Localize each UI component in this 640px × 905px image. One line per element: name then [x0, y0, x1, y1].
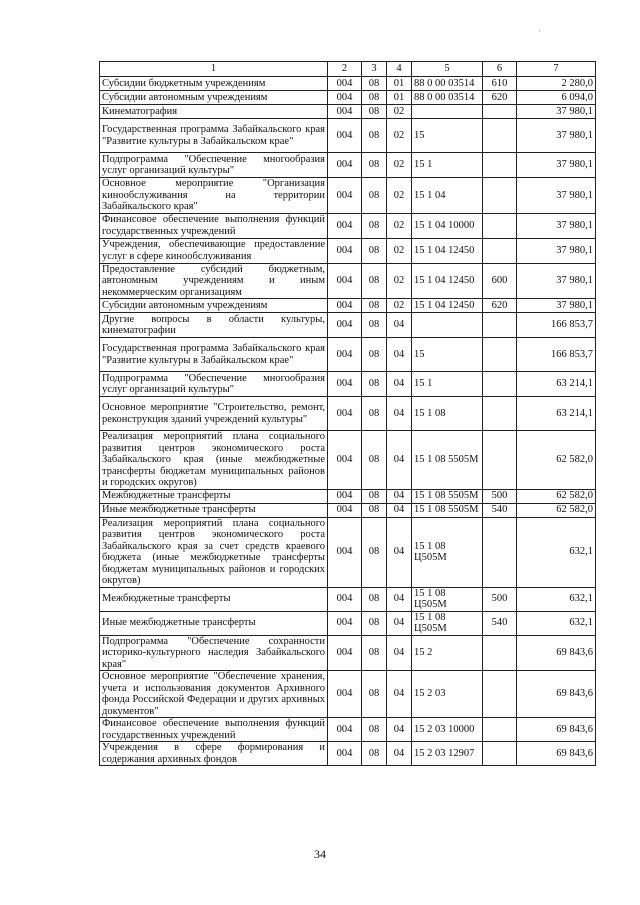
row-amount-cell: 2 280,0	[517, 77, 596, 91]
row-subsection-cell: 02	[387, 178, 412, 214]
row-amount-cell: 62 582,0	[517, 503, 596, 517]
row-ministry-cell: 004	[328, 397, 362, 431]
row-target-code-cell: 15 1 04 12450	[412, 263, 483, 299]
row-ministry-cell: 004	[328, 238, 362, 263]
row-subsection-cell: 04	[387, 517, 412, 587]
table-row	[100, 431, 596, 490]
row-name-cell: Субсидии автономным учреждениям	[100, 91, 328, 105]
row-expense-type-cell	[483, 338, 517, 372]
row-amount-cell: 632,1	[517, 611, 596, 635]
row-amount-cell: 63 214,1	[517, 372, 596, 397]
row-expense-type-cell: 600	[483, 263, 517, 299]
row-expense-type-cell	[483, 397, 517, 431]
row-section-cell: 08	[362, 238, 387, 263]
table-row	[100, 238, 596, 263]
row-name-cell: Финансовое обеспечение выполнения функций государственных учреждений	[100, 718, 328, 742]
row-subsection-cell: 04	[387, 503, 412, 517]
row-target-code-cell: 88 0 00 03514	[412, 77, 483, 91]
row-ministry-cell: 004	[328, 503, 362, 517]
row-amount-cell: 37 980,1	[517, 213, 596, 238]
row-subsection-cell: 04	[387, 671, 412, 718]
row-ministry-cell: 004	[328, 742, 362, 766]
table-row	[100, 517, 596, 587]
table-row	[100, 671, 596, 718]
row-section-cell: 08	[362, 313, 387, 338]
row-expense-type-cell: 540	[483, 611, 517, 635]
row-amount-cell: 37 980,1	[517, 105, 596, 119]
table-row	[100, 611, 596, 635]
row-expense-type-cell	[483, 105, 517, 119]
row-ministry-cell: 004	[328, 119, 362, 153]
table-row	[100, 213, 596, 238]
row-amount-cell: 37 980,1	[517, 299, 596, 313]
row-target-code-cell: 15 1 04	[412, 178, 483, 214]
row-subsection-cell: 02	[387, 263, 412, 299]
row-amount-cell: 166 853,7	[517, 338, 596, 372]
row-name-cell: Основное мероприятие "Обеспечение хранения, учета и использования документов Архивного фонда Российской Федерации и других архивных документов"	[100, 671, 328, 718]
row-expense-type-cell	[483, 119, 517, 153]
budget-table	[99, 61, 596, 766]
row-name-cell: Подпрограмма "Обеспечение многообразия услуг организаций культуры"	[100, 372, 328, 397]
row-amount-cell: 63 214,1	[517, 397, 596, 431]
row-target-code-cell	[412, 105, 483, 119]
row-name-cell: Кинематография	[100, 105, 328, 119]
row-amount-cell: 37 980,1	[517, 119, 596, 153]
row-name-cell: Реализация мероприятий плана социального развития центров экономического роста Забайкальского края за счет средств краевого бюджета (иные межбюджетные трансферты бюджетам муниципальных районов и городских округов)	[100, 517, 328, 587]
row-expense-type-cell	[483, 238, 517, 263]
row-expense-type-cell	[483, 313, 517, 338]
row-amount-cell: 632,1	[517, 587, 596, 611]
row-ministry-cell: 004	[328, 313, 362, 338]
row-expense-type-cell	[483, 153, 517, 178]
row-target-code-cell: 15 1 04 10000	[412, 213, 483, 238]
row-target-code-cell	[412, 313, 483, 338]
row-name-cell: Субсидии автономным учреждениям	[100, 299, 328, 313]
page-number: 34	[314, 847, 326, 861]
row-target-code-cell: 15 2 03 12907	[412, 742, 483, 766]
header-cell-7: 7	[517, 62, 596, 77]
row-target-code-cell: 15 1 08 5505М	[412, 431, 483, 490]
table-row	[100, 299, 596, 313]
row-subsection-cell: 04	[387, 718, 412, 742]
table-row	[100, 153, 596, 178]
row-target-code-cell: 15 1 08 5505М	[412, 503, 483, 517]
row-ministry-cell: 004	[328, 431, 362, 490]
header-cell-4: 4	[387, 62, 412, 77]
row-subsection-cell: 01	[387, 91, 412, 105]
row-subsection-cell: 04	[387, 587, 412, 611]
row-target-code-cell: 15 1 08 Ц505М	[412, 587, 483, 611]
row-amount-cell: 69 843,6	[517, 718, 596, 742]
row-amount-cell: 37 980,1	[517, 153, 596, 178]
row-subsection-cell: 04	[387, 338, 412, 372]
row-section-cell: 08	[362, 153, 387, 178]
row-section-cell: 08	[362, 105, 387, 119]
row-subsection-cell: 04	[387, 313, 412, 338]
row-section-cell: 08	[362, 718, 387, 742]
row-section-cell: 08	[362, 263, 387, 299]
row-expense-type-cell: 500	[483, 587, 517, 611]
row-target-code-cell: 15 1 08 Ц505М	[412, 611, 483, 635]
row-name-cell: Реализация мероприятий плана социального развития центров экономического роста Забайкальского края (иные межбюджетные трансферты бюджетам муниципальных районов и городских округов)	[100, 431, 328, 490]
row-expense-type-cell	[483, 517, 517, 587]
table-row	[100, 119, 596, 153]
table-row	[100, 587, 596, 611]
table-row	[100, 178, 596, 214]
row-name-cell: Финансовое обеспечение выполнения функций государственных учреждений	[100, 213, 328, 238]
row-subsection-cell: 04	[387, 431, 412, 490]
row-expense-type-cell: 540	[483, 503, 517, 517]
row-expense-type-cell	[483, 431, 517, 490]
row-expense-type-cell: 500	[483, 489, 517, 503]
row-expense-type-cell	[483, 213, 517, 238]
row-section-cell: 08	[362, 489, 387, 503]
row-name-cell: Основное мероприятие "Организация кинообслуживания на территории Забайкальского края"	[100, 178, 328, 214]
row-ministry-cell: 004	[328, 587, 362, 611]
row-subsection-cell: 02	[387, 119, 412, 153]
table-row	[100, 91, 596, 105]
row-expense-type-cell	[483, 635, 517, 671]
row-section-cell: 08	[362, 587, 387, 611]
row-subsection-cell: 04	[387, 372, 412, 397]
row-target-code-cell: 15 2 03 10000	[412, 718, 483, 742]
row-name-cell: Учреждения в сфере формирования и содержания архивных фондов	[100, 742, 328, 766]
row-section-cell: 08	[362, 635, 387, 671]
row-name-cell: Межбюджетные трансферты	[100, 489, 328, 503]
row-ministry-cell: 004	[328, 178, 362, 214]
row-amount-cell: 62 582,0	[517, 489, 596, 503]
row-section-cell: 08	[362, 611, 387, 635]
row-subsection-cell: 02	[387, 238, 412, 263]
row-subsection-cell: 02	[387, 105, 412, 119]
row-subsection-cell: 01	[387, 77, 412, 91]
row-ministry-cell: 004	[328, 718, 362, 742]
row-expense-type-cell	[483, 372, 517, 397]
row-name-cell: Иные межбюджетные трансферты	[100, 503, 328, 517]
table-row	[100, 397, 596, 431]
table-row	[100, 718, 596, 742]
row-section-cell: 08	[362, 213, 387, 238]
row-name-cell: Другие вопросы в области культуры, кинематографии	[100, 313, 328, 338]
table-row	[100, 635, 596, 671]
row-section-cell: 08	[362, 431, 387, 490]
row-amount-cell: 37 980,1	[517, 263, 596, 299]
row-ministry-cell: 004	[328, 611, 362, 635]
scan-mark: ·	[538, 26, 541, 36]
row-ministry-cell: 004	[328, 299, 362, 313]
row-ministry-cell: 004	[328, 635, 362, 671]
header-cell-1: 1	[100, 62, 328, 77]
header-cell-5: 5	[412, 62, 483, 77]
row-target-code-cell: 15	[412, 338, 483, 372]
row-amount-cell: 62 582,0	[517, 431, 596, 490]
row-expense-type-cell	[483, 718, 517, 742]
row-subsection-cell: 02	[387, 153, 412, 178]
table-row	[100, 338, 596, 372]
row-target-code-cell: 15 2	[412, 635, 483, 671]
row-name-cell: Государственная программа Забайкальского края "Развитие культуры в Забайкальском крае"	[100, 119, 328, 153]
table-row	[100, 105, 596, 119]
header-cell-3: 3	[362, 62, 387, 77]
row-ministry-cell: 004	[328, 153, 362, 178]
row-target-code-cell: 15 1 04 12450	[412, 299, 483, 313]
row-name-cell: Основное мероприятие "Строительство, ремонт, реконструкция зданий учреждений культуры"	[100, 397, 328, 431]
row-ministry-cell: 004	[328, 372, 362, 397]
table-row	[100, 503, 596, 517]
row-target-code-cell: 15 1 08 5505М	[412, 489, 483, 503]
row-ministry-cell: 004	[328, 105, 362, 119]
row-section-cell: 08	[362, 397, 387, 431]
row-name-cell: Государственная программа Забайкальского края "Развитие культуры в Забайкальском крае"	[100, 338, 328, 372]
row-ministry-cell: 004	[328, 671, 362, 718]
row-subsection-cell: 04	[387, 397, 412, 431]
row-subsection-cell: 04	[387, 611, 412, 635]
row-ministry-cell: 004	[328, 91, 362, 105]
row-target-code-cell: 15 2 03	[412, 671, 483, 718]
header-cell-6: 6	[483, 62, 517, 77]
row-section-cell: 08	[362, 671, 387, 718]
table-row	[100, 313, 596, 338]
row-expense-type-cell	[483, 671, 517, 718]
row-name-cell: Иные межбюджетные трансферты	[100, 611, 328, 635]
row-name-cell: Учреждения, обеспечивающие предоставление услуг в сфере кинообслуживания	[100, 238, 328, 263]
row-amount-cell: 37 980,1	[517, 178, 596, 214]
row-target-code-cell: 88 0 00 03514	[412, 91, 483, 105]
row-section-cell: 08	[362, 338, 387, 372]
row-target-code-cell: 15 1	[412, 153, 483, 178]
row-section-cell: 08	[362, 742, 387, 766]
row-name-cell: Предоставление субсидий бюджетным, автономным учреждениям и иным некоммерческим организациям	[100, 263, 328, 299]
row-target-code-cell: 15 1	[412, 372, 483, 397]
row-section-cell: 08	[362, 299, 387, 313]
header-cell-2: 2	[328, 62, 362, 77]
row-section-cell: 08	[362, 91, 387, 105]
header-row	[100, 62, 596, 77]
row-amount-cell: 69 843,6	[517, 635, 596, 671]
row-target-code-cell: 15 1 08 Ц505М	[412, 517, 483, 587]
table-row	[100, 372, 596, 397]
row-section-cell: 08	[362, 178, 387, 214]
row-ministry-cell: 004	[328, 338, 362, 372]
row-expense-type-cell	[483, 742, 517, 766]
row-subsection-cell: 02	[387, 213, 412, 238]
row-subsection-cell: 04	[387, 489, 412, 503]
row-subsection-cell: 04	[387, 742, 412, 766]
row-amount-cell: 69 843,6	[517, 742, 596, 766]
row-target-code-cell: 15 1 04 12450	[412, 238, 483, 263]
table-row	[100, 77, 596, 91]
table-row	[100, 489, 596, 503]
row-subsection-cell: 04	[387, 635, 412, 671]
table-row	[100, 263, 596, 299]
row-name-cell: Подпрограмма "Обеспечение многообразия услуг организаций культуры"	[100, 153, 328, 178]
row-expense-type-cell: 620	[483, 91, 517, 105]
row-amount-cell: 632,1	[517, 517, 596, 587]
row-expense-type-cell: 620	[483, 299, 517, 313]
row-expense-type-cell: 610	[483, 77, 517, 91]
row-section-cell: 08	[362, 77, 387, 91]
row-amount-cell: 69 843,6	[517, 671, 596, 718]
row-section-cell: 08	[362, 503, 387, 517]
row-expense-type-cell	[483, 178, 517, 214]
row-name-cell: Субсидии бюджетным учреждениям	[100, 77, 328, 91]
row-subsection-cell: 02	[387, 299, 412, 313]
row-amount-cell: 6 094,0	[517, 91, 596, 105]
row-target-code-cell: 15 1 08	[412, 397, 483, 431]
row-ministry-cell: 004	[328, 213, 362, 238]
table-row	[100, 742, 596, 766]
row-ministry-cell: 004	[328, 517, 362, 587]
row-ministry-cell: 004	[328, 263, 362, 299]
row-section-cell: 08	[362, 372, 387, 397]
row-section-cell: 08	[362, 119, 387, 153]
row-target-code-cell: 15	[412, 119, 483, 153]
row-amount-cell: 166 853,7	[517, 313, 596, 338]
row-ministry-cell: 004	[328, 77, 362, 91]
row-name-cell: Подпрограмма "Обеспечение сохранности историко-культурного наследия Забайкальского края"	[100, 635, 328, 671]
row-amount-cell: 37 980,1	[517, 238, 596, 263]
row-name-cell: Межбюджетные трансферты	[100, 587, 328, 611]
row-ministry-cell: 004	[328, 489, 362, 503]
row-section-cell: 08	[362, 517, 387, 587]
